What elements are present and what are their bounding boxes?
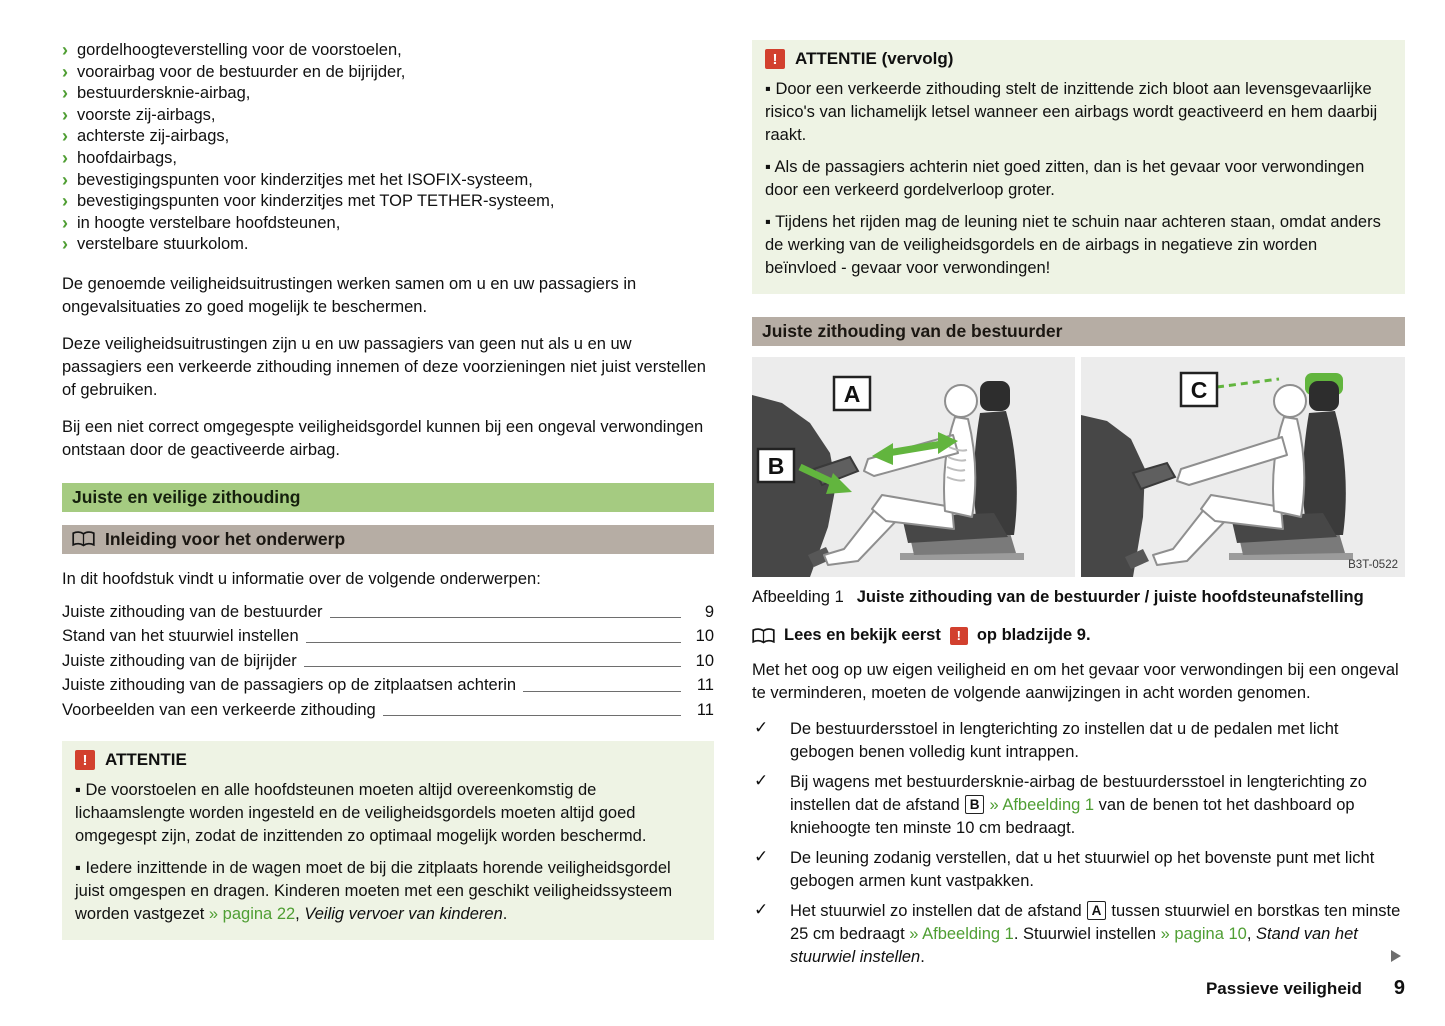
figure-ref-box-b: B — [965, 795, 985, 814]
paragraph: Bij een niet correct omgegespte veiligheidsgordel kunnen bij een ongeval verwondingen ontstaan door de geactiveerde airbag. — [62, 417, 704, 459]
safety-equipment-list — [62, 40, 714, 256]
list-item-text: voorste zij-airbags, — [77, 105, 216, 124]
list-item-text: voorairbag voor de bestuurder en de bijrijder, — [77, 62, 406, 81]
book-icon — [72, 531, 95, 547]
list-item-text: gordelhoogteverstelling voor de voorstoelen, — [77, 41, 402, 59]
continuation-arrow-icon — [1391, 950, 1401, 962]
read-first-text: op bladzijde 9. — [976, 626, 1091, 644]
driver-position-checklist — [752, 718, 1405, 969]
chevron-bullet-icon — [62, 234, 68, 256]
checklist-item — [752, 847, 1405, 893]
chapter-heading: Juiste en veilige zithouding — [62, 483, 714, 512]
text: De leuning zodanig verstellen, dat u het stuurwiel op het bovenste punt met licht gebogen armen kunt vastpakken. — [790, 849, 1375, 890]
warning-exclamation-icon — [75, 750, 95, 770]
checkmark-icon — [752, 771, 790, 840]
page-footer — [1206, 977, 1405, 1000]
table-of-contents — [62, 600, 714, 723]
checklist-item — [752, 900, 1405, 969]
list-item-text: achterste zij-airbags, — [77, 127, 230, 146]
list-item — [62, 170, 714, 192]
toc-label: Voorbeelden van een verkeerde zithouding — [62, 700, 376, 719]
attention-item-text: Tijdens het rijden mag de leuning niet te schuin naar achteren staan, omdat anders de werking van de veiligheidsgordels en de airbags in negatieve zin worden beïnvloed - gevaar voor verwondingen! — [765, 213, 1381, 277]
list-item — [62, 234, 714, 256]
attention-item — [765, 156, 1392, 202]
chevron-bullet-icon — [62, 62, 68, 84]
checklist-item — [752, 718, 1405, 764]
footer-section-title: Passieve veiligheid — [1205, 979, 1362, 998]
list-item — [62, 191, 714, 213]
list-item — [62, 62, 714, 84]
list-item-text: in hoogte verstelbare hoofdsteunen, — [77, 213, 341, 232]
attention-title: ATTENTIE (vervolg) — [795, 49, 954, 68]
toc-page-number: 11 — [696, 676, 714, 695]
attention-item-text: , — [295, 905, 305, 924]
toc-leader — [376, 698, 688, 723]
left-column — [62, 40, 714, 969]
checkmark-icon — [752, 847, 790, 893]
text: . — [920, 948, 925, 966]
figure-1-seating-diagram — [752, 357, 1405, 577]
toc-page-number: 10 — [695, 627, 714, 646]
attention-item-text: Als de passagiers achterin niet goed zitten, dan is het gevaar voor verwondingen door een verkeerd gordelverloop groter. — [765, 158, 1365, 199]
toc-row — [62, 673, 714, 698]
toc-row — [62, 649, 714, 674]
read-first-text: Lees en bekijk eerst — [784, 626, 941, 644]
list-item-text: bestuurdersknie-airbag, — [77, 84, 251, 103]
chevron-bullet-icon — [62, 191, 68, 213]
read-first-note — [752, 626, 1405, 645]
label-b: B — [767, 453, 785, 479]
page-number: 9 — [1393, 977, 1405, 999]
warning-exclamation-icon — [950, 627, 968, 645]
italic-reference: Stand van het stuurwiel instellen — [790, 925, 1358, 966]
text: van de benen tot het dashboard op kniehoogte ten minste 10 cm bedraagt. — [790, 796, 1355, 837]
checklist-item-text — [790, 718, 1405, 764]
checklist-item-text — [790, 771, 1405, 840]
attention-header — [75, 750, 701, 770]
attention-item — [765, 78, 1392, 147]
chevron-bullet-icon — [62, 83, 68, 105]
list-item-text: bevestigingspunten voor kinderzitjes met het ISOFIX-systeem, — [77, 170, 533, 189]
toc-row — [62, 698, 714, 723]
toc-leader — [323, 600, 688, 625]
attention-item-italic: Veilig vervoer van kinderen — [304, 905, 503, 924]
toc-label: Juiste zithouding van de bijrijder — [62, 651, 297, 670]
list-item — [62, 40, 714, 62]
attention-item-text: . — [502, 905, 508, 924]
label-a: A — [843, 381, 861, 407]
chevron-bullet-icon — [62, 105, 68, 127]
text: De bestuurdersstoel in lengterichting zo instellen dat u de pedalen met licht gebogen benen volledig kunt intrappen. — [790, 720, 1339, 761]
label-c: C — [1190, 377, 1208, 403]
section-heading-inleiding — [62, 525, 714, 554]
figure-caption — [752, 586, 1405, 609]
list-item-text: bevestigingspunten voor kinderzitjes met TOP TETHER-systeem, — [77, 192, 555, 211]
right-column — [752, 40, 1405, 969]
checklist-item-text — [790, 900, 1405, 969]
figure-caption-prefix: Afbeelding 1 — [752, 588, 844, 606]
attention-item-text: Iedere inzittende in de wagen moet de bij die zitplaats horende veiligheidsgordel juist omgespen en dragen. Kinderen moeten met een geschikt veiligheidssysteem worden vastgezet — [75, 859, 673, 924]
section-heading-label: Inleiding voor het onderwerp — [105, 528, 346, 549]
list-item — [62, 126, 714, 148]
text: . Stuurwiel instellen — [1013, 925, 1161, 943]
list-item-text: hoofdairbags, — [77, 148, 177, 167]
toc-label: Juiste zithouding van de passagiers op de zitplaatsen achterin — [62, 676, 517, 695]
book-icon — [752, 628, 775, 644]
toc-leader — [297, 649, 688, 674]
chevron-bullet-icon — [62, 126, 68, 148]
section-heading-label: Juiste zithouding van de bestuurder — [762, 321, 1063, 341]
attention-box — [62, 741, 714, 940]
afbeelding-1-link[interactable]: » Afbeelding 1 — [909, 925, 1014, 943]
toc-row — [62, 600, 714, 625]
attention-header — [765, 49, 1392, 69]
list-item-text: verstelbare stuurkolom. — [77, 235, 249, 254]
paragraph: Met het oog op uw eigen veiligheid en om het gevaar voor verwondingen bij een ongeval te verminderen, moeten de volgende aanwijzingen in acht worden genomen. — [752, 661, 1399, 702]
attention-title: ATTENTIE — [105, 750, 187, 770]
paragraph: Deze veiligheidsuitrustingen zijn u en uw passagiers van geen nut als u en uw passagiers een verkeerde zithouding innemen of deze voorzieningen niet juist verstellen of gebruiken. — [62, 334, 706, 399]
figure-ref-box-a: A — [1087, 901, 1107, 920]
warning-exclamation-icon — [765, 49, 785, 69]
attention-continued-box — [752, 40, 1405, 294]
toc-leader — [516, 673, 688, 698]
paragraph: De genoemde veiligheidsuitrustingen werken samen om u en uw passagiers in ongevalsituaties zo goed mogelijk te beschermen. — [62, 274, 637, 316]
toc-intro: In dit hoofdstuk vindt u informatie over de volgende onderwerpen: — [62, 569, 541, 588]
list-item — [62, 83, 714, 105]
toc-leader — [299, 624, 688, 649]
chevron-bullet-icon — [62, 148, 68, 170]
text: Bij wagens met bestuurdersknie-airbag de bestuurdersstoel in lengterichting zo instellen dat de afstand — [790, 773, 1367, 814]
list-item — [62, 105, 714, 127]
checklist-item — [752, 771, 1405, 840]
toc-row — [62, 624, 714, 649]
text: tussen stuurwiel en borstkas ten minste 25 cm bedraagt — [790, 902, 1401, 943]
pagina-10-link[interactable]: » pagina 10 — [1160, 925, 1247, 943]
chevron-bullet-icon — [62, 40, 68, 62]
page-22-link[interactable]: » pagina 22 — [208, 905, 296, 924]
text: , — [1246, 925, 1257, 943]
toc-page-number: 9 — [704, 602, 714, 621]
attention-item — [765, 211, 1392, 280]
toc-label: Juiste zithouding van de bestuurder — [62, 602, 323, 621]
list-item — [62, 148, 714, 170]
checklist-item-text — [790, 847, 1405, 893]
toc-page-number: 10 — [695, 651, 714, 670]
figure-caption-text: Juiste zithouding van de bestuurder / juiste hoofdsteunafstelling — [856, 588, 1364, 606]
chevron-bullet-icon — [62, 170, 68, 192]
list-item — [62, 213, 714, 235]
checkmark-icon — [752, 900, 790, 969]
attention-item — [75, 779, 701, 848]
afbeelding-1-link[interactable]: » Afbeelding 1 — [989, 796, 1095, 814]
toc-label: Stand van het stuurwiel instellen — [62, 627, 299, 646]
toc-page-number: 11 — [696, 700, 714, 719]
attention-item — [75, 857, 701, 926]
checkmark-icon — [752, 718, 790, 764]
section-heading-zithouding — [752, 317, 1405, 346]
text: Het stuurwiel zo instellen dat de afstand — [790, 902, 1082, 920]
attention-item-text: Door een verkeerde zithouding stelt de inzittende zich bloot aan levensgevaarlijke risico's van lichamelijk letsel wanneer een airbags wordt geactiveerd en hem daarbij raakt. — [765, 80, 1378, 144]
attention-item-text: De voorstoelen en alle hoofdsteunen moeten altijd overeenkomstig de lichaamslengte worden ingesteld en de veiligheidsgordels moeten altijd goed omgegespt zijn, zodat de inzittenden zo optimaal mogelijk worden beschermd. — [75, 781, 647, 846]
figure-code: B3T-0522 — [1348, 559, 1398, 571]
chevron-bullet-icon — [62, 213, 68, 235]
